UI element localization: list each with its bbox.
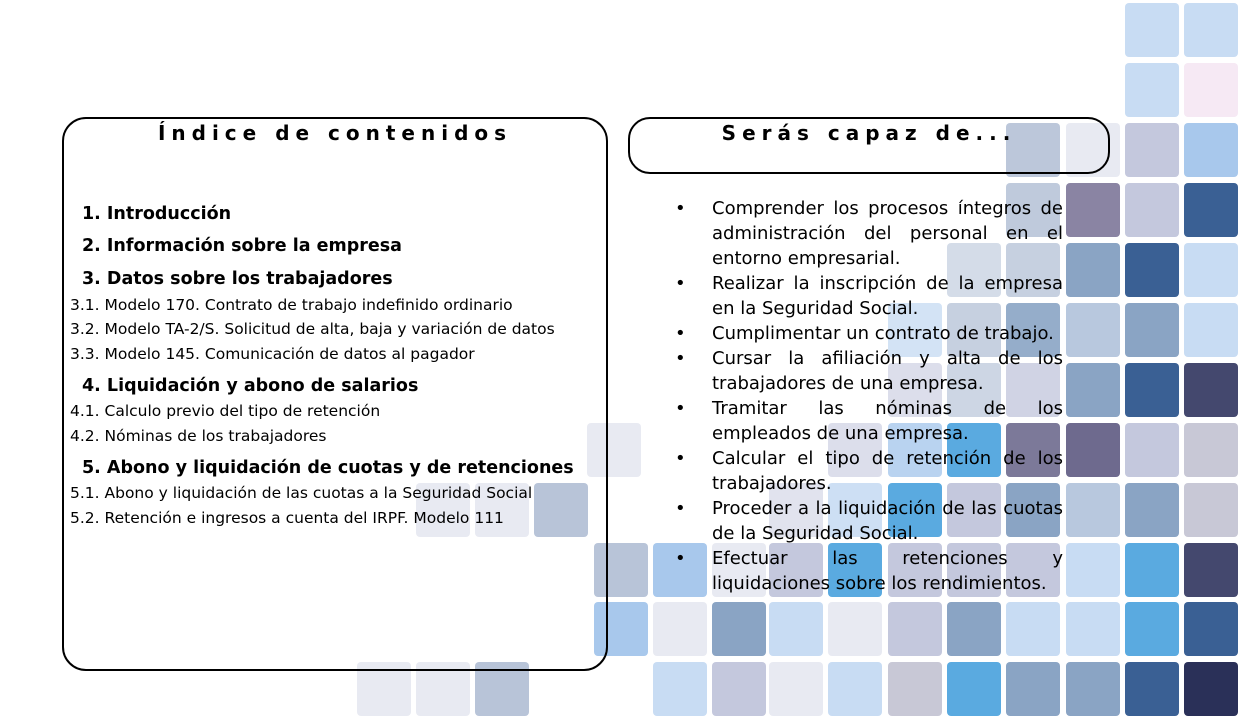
decorative-tile <box>888 602 942 656</box>
toc-item-introduction[interactable]: 1. Introducción <box>82 204 232 224</box>
list-item <box>675 196 1063 271</box>
list-item <box>675 396 1063 446</box>
decorative-tile <box>1066 183 1120 237</box>
bullet-icon: • <box>675 448 686 469</box>
decorative-tile <box>653 602 707 656</box>
bullet-icon: • <box>675 348 686 369</box>
toc-item-contributions[interactable]: 5. Abono y liquidación de cuotas y de retenciones <box>82 458 574 478</box>
decorative-tile <box>1184 303 1238 357</box>
decorative-tile <box>1184 3 1238 57</box>
decorative-tile <box>1125 303 1179 357</box>
decorative-tile <box>1125 483 1179 537</box>
decorative-tile <box>1125 123 1179 177</box>
decorative-tile <box>1184 423 1238 477</box>
list-item <box>675 546 1063 596</box>
toc-subitem-model-170[interactable]: 3.1. Modelo 170. Contrato de trabajo indefinido ordinario <box>70 296 513 314</box>
toc-list <box>64 119 606 669</box>
decorative-tile <box>712 602 766 656</box>
bullet-icon: • <box>675 198 686 219</box>
learning-goals-header <box>628 117 1110 174</box>
decorative-tile <box>1125 543 1179 597</box>
decorative-tile <box>1184 483 1238 537</box>
decorative-tile <box>947 602 1001 656</box>
decorative-tile <box>1184 123 1238 177</box>
toc-title: Índice de contenidos <box>157 121 513 145</box>
skill-text: Realizar la inscripción de la empresa en la Seguridad Social. <box>712 273 1063 319</box>
skill-text: Cursar la afiliación y alta de los trabajadores de una empresa. <box>712 348 1063 394</box>
decorative-tile <box>1184 243 1238 297</box>
decorative-tile <box>1125 243 1179 297</box>
decorative-tile <box>1066 303 1120 357</box>
decorative-tile <box>1125 602 1179 656</box>
skill-text: Calcular el tipo de retención de los trabajadores. <box>712 448 1063 494</box>
list-item <box>675 271 1063 321</box>
decorative-tile <box>828 602 882 656</box>
decorative-tile <box>1125 363 1179 417</box>
toc-subitem-social-security[interactable]: 5.1. Abono y liquidación de las cuotas a la Seguridad Social <box>70 484 533 502</box>
toc-item-company-info[interactable]: 2. Información sobre la empresa <box>82 236 402 256</box>
toc-subitem-payrolls[interactable]: 4.2. Nóminas de los trabajadores <box>70 427 327 445</box>
toc-subitem-model-145[interactable]: 3.3. Modelo 145. Comunicación de datos al pagador <box>70 345 475 363</box>
decorative-tile <box>1125 662 1179 716</box>
decorative-tile <box>1066 662 1120 716</box>
list-item <box>675 446 1063 496</box>
decorative-tile <box>1125 63 1179 117</box>
decorative-tile <box>1184 183 1238 237</box>
toc-subitem-model-ta2s[interactable]: 3.2. Modelo TA-2/S. Solicitud de alta, baja y variación de datos <box>70 320 555 338</box>
learning-goals-title: Serás capaz de... <box>721 121 1017 145</box>
skill-text: Tramitar las nóminas de los empleados de una empresa. <box>712 398 1063 444</box>
bullet-icon: • <box>675 323 686 344</box>
decorative-tile <box>712 662 766 716</box>
decorative-tile <box>1066 243 1120 297</box>
decorative-tile <box>1066 423 1120 477</box>
decorative-tile <box>769 602 823 656</box>
bullet-icon: • <box>675 273 686 294</box>
decorative-tile <box>1125 423 1179 477</box>
bullet-icon: • <box>675 498 686 519</box>
list-item <box>675 496 1063 546</box>
decorative-tile <box>1006 602 1060 656</box>
decorative-tile <box>1184 63 1238 117</box>
decorative-tile <box>1066 543 1120 597</box>
decorative-tile <box>1184 602 1238 656</box>
decorative-tile <box>1125 3 1179 57</box>
skill-text: Cumplimentar un contrato de trabajo. <box>712 323 1054 344</box>
decorative-tile <box>947 662 1001 716</box>
decorative-tile <box>1006 662 1060 716</box>
toc-item-worker-data[interactable]: 3. Datos sobre los trabajadores <box>82 269 393 289</box>
learning-goals-list <box>675 196 1063 596</box>
decorative-tile <box>769 662 823 716</box>
skill-text: Efectuar las retenciones y liquidaciones sobre los rendimientos. <box>712 548 1063 594</box>
decorative-tile <box>1184 363 1238 417</box>
decorative-tile <box>1066 483 1120 537</box>
bullet-icon: • <box>675 548 686 569</box>
decorative-tile <box>1125 183 1179 237</box>
skill-text: Proceder a la liquidación de las cuotas de la Seguridad Social. <box>712 498 1063 544</box>
decorative-tile <box>1066 363 1120 417</box>
decorative-tile <box>888 662 942 716</box>
toc-subitem-withholding-calc[interactable]: 4.1. Calculo previo del tipo de retención <box>70 402 381 420</box>
skill-text: Comprender los procesos íntegros de administración del personal en el entorno empresarial. <box>712 198 1063 269</box>
decorative-tile <box>1184 662 1238 716</box>
decorative-tile <box>828 662 882 716</box>
decorative-tile <box>1184 543 1238 597</box>
toc-subitem-irpf-111[interactable]: 5.2. Retención e ingresos a cuenta del IRPF. Modelo 111 <box>70 509 504 527</box>
toc-item-salary-settlement[interactable]: 4. Liquidación y abono de salarios <box>82 376 419 396</box>
bullet-icon: • <box>675 398 686 419</box>
decorative-tile <box>1066 602 1120 656</box>
decorative-tile <box>653 662 707 716</box>
list-item <box>675 321 1063 346</box>
list-item <box>675 346 1063 396</box>
table-of-contents-panel <box>62 117 608 671</box>
